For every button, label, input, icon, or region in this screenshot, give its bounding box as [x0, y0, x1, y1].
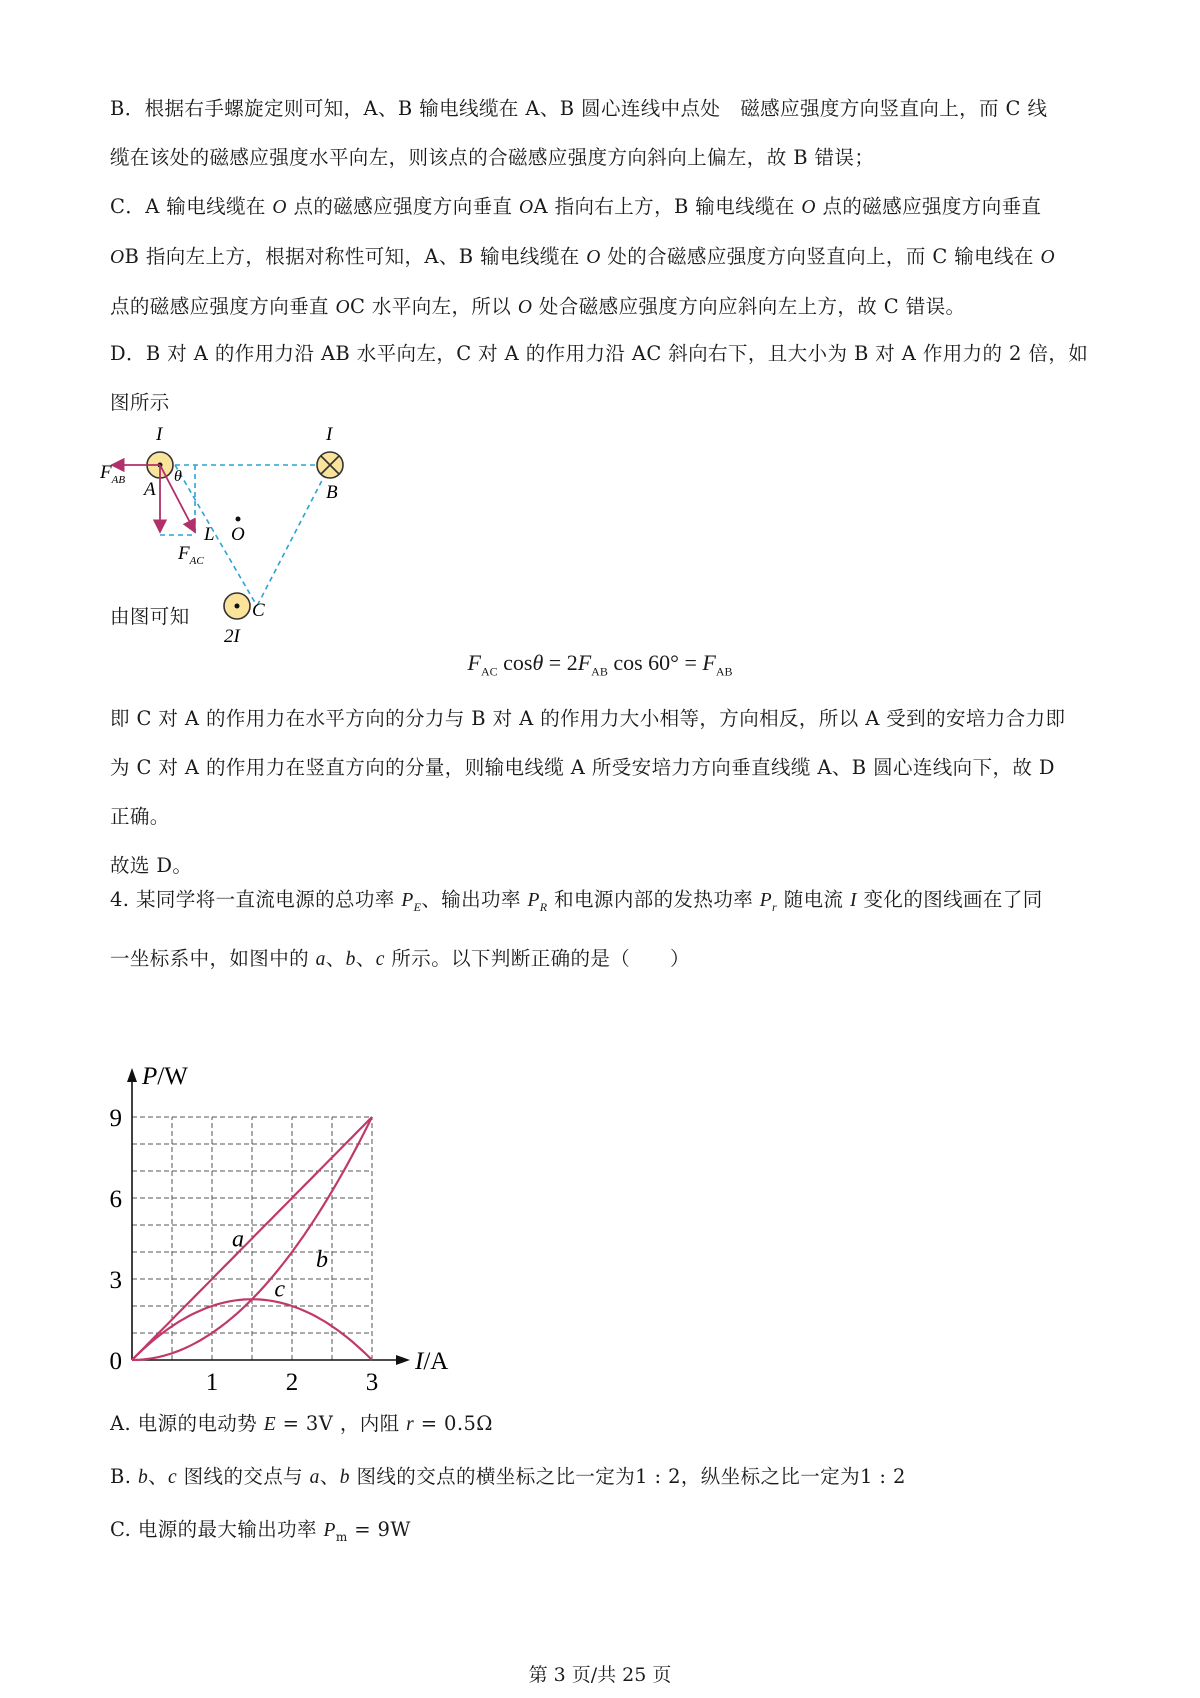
y-tick-label: 9: [109, 1105, 122, 1132]
question-4-line1: 4. 某同学将一直流电源的总功率 $P_E$、输出功率 $P_R$ 和电源内部的发热功率 $P_r$ 随电流 I 变化的图线画在了同: [110, 888, 1043, 914]
center-o-dot: [236, 517, 241, 522]
y-axis-label: P/W: [142, 1063, 188, 1090]
option-a: A. 电源的电动势 E = 3V ，内阻 r = 0.5Ω: [110, 1412, 493, 1435]
label-l: L: [204, 524, 215, 545]
label-2i: 2I: [224, 626, 240, 647]
from-figure-text: 由图可知: [110, 605, 190, 628]
series-label-a: a: [232, 1226, 244, 1253]
force-equation: $F_{AC}$ $\cos\theta = 2F_{AB}$ $\cos 60^\circ = F_{AB}$: [467, 650, 733, 679]
paragraph-b-line1: B．根据右手螺旋定则可知，A、B 输电线缆在 A、B 圆心连线中点处 磁感应强度方向竖直向上，而 C 线: [110, 97, 1048, 120]
question-4-line2: 一坐标系中，如图中的 a、b、c 所示。以下判断正确的是（ ）: [110, 946, 690, 970]
label-f-ab: $F_{AB}$: [100, 462, 126, 486]
paragraph-c-line1: C．A 输电线缆在 O 点的磁感应强度方向垂直 OA 指向右上方，B 输电线缆在 O 点的磁感应强度方向垂直: [110, 195, 1042, 218]
label-f-ac: $F_{AC}$: [178, 543, 204, 567]
label-theta: θ: [174, 468, 182, 485]
option-b: B. b、c 图线的交点与 a、b 图线的交点的横坐标之比一定为1 : 2，纵坐标之比一定为1 : 2: [110, 1465, 906, 1488]
page-footer: 第 3 页/共 25 页: [528, 1664, 672, 1686]
y-axis-arrow-icon: [127, 1068, 137, 1082]
question-4: [110, 874, 1100, 986]
paragraph-d: [110, 329, 1100, 427]
x-axis-arrow-icon: [396, 1355, 410, 1365]
y-tick-label: 0: [109, 1348, 122, 1375]
x-tick-label: 3: [365, 1369, 379, 1396]
x-axis-label: I/A: [415, 1348, 449, 1375]
label-a: A: [144, 479, 156, 500]
series-label-c: c: [274, 1276, 286, 1303]
paragraph-c-line3: 点的磁感应强度方向垂直 OC 水平向左，所以 O 处合磁感应强度方向应斜向左上方，故 C 错误。: [110, 295, 966, 318]
option-c: C. 电源的最大输出功率 $P_m = 9W$: [110, 1518, 411, 1544]
paragraph-c: [110, 182, 1100, 332]
y-tick-label: 6: [109, 1186, 122, 1213]
paragraph-b: [110, 84, 1100, 182]
label-c: C: [252, 600, 265, 621]
conclusion: 即 C 对 A 的作用力在水平方向的分力与 B 对 A 的作用力大小相等，方向相反，所以 A 受到的安培力合力即 为 C 对 A 的作用力在竖直方向的分量，则输电线缆 A 所受安培力方向垂直线缆 A、B 圆心连线向下，故 D 正确。 故选 D。: [110, 707, 1066, 877]
options: [110, 1398, 1100, 1563]
paragraph-b-line2: 缆在该处的磁感应强度水平向左，则该点的合磁感应强度方向斜向上偏左，故 B 错误；: [110, 146, 875, 169]
y-tick-label: 3: [109, 1267, 122, 1294]
paragraph-d-line1: D．B 对 A 的作用力沿 AB 水平向左，C 对 A 的作用力沿 AC 斜向右下，且大小为 B 对 A 作用力的 2 倍，如: [110, 342, 1089, 365]
series-label-b: b: [316, 1246, 328, 1273]
x-tick-label: 1: [205, 1369, 219, 1396]
conductor-b-icon: [317, 452, 343, 478]
paragraph-c-line2: OB 指向左上方，根据对称性可知，A、B 输电线缆在 O 处的合磁感应强度方向竖直向上，而 C 输电线在 O: [110, 245, 1055, 268]
label-i-a: I: [156, 424, 163, 445]
triangle-dashed-lines: [160, 465, 330, 606]
paragraph-d-line2: 图所示: [110, 391, 170, 414]
label-o: O: [231, 524, 245, 545]
x-tick-label: 2: [285, 1369, 299, 1396]
label-i-b: I: [326, 424, 333, 445]
label-b: B: [326, 482, 338, 503]
power-current-chart: [100, 1060, 460, 1396]
